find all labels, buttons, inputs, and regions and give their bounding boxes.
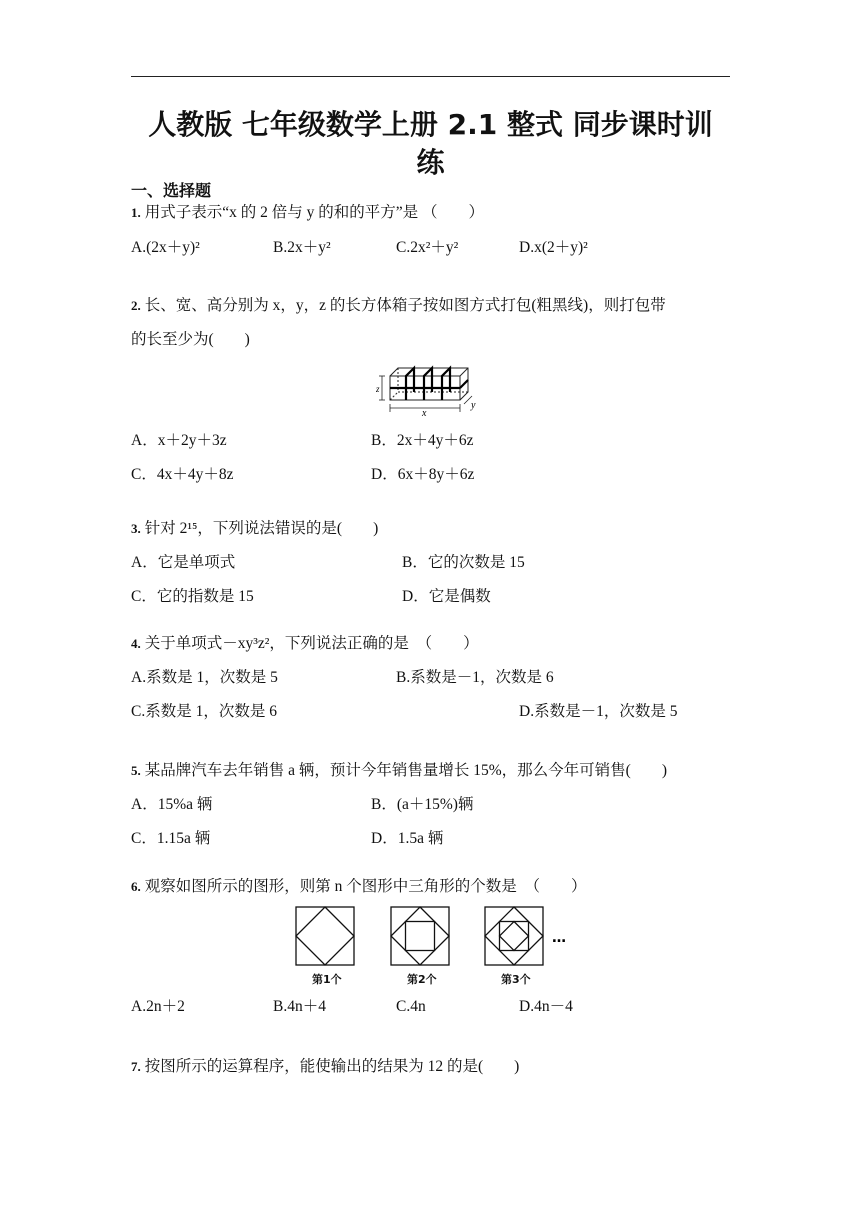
- question-text: 用式子表示“x 的 2 倍与 y 的和的平方”是 （ ）: [144, 204, 485, 221]
- q6-option-d: D.4n－4: [519, 998, 573, 1015]
- figure-label-z: z: [376, 384, 380, 394]
- q3-option-d: D．它是偶数: [402, 588, 491, 605]
- ellipsis: …: [552, 930, 566, 946]
- q6-option-a: A.2n＋2: [131, 998, 185, 1015]
- question-number: 3.: [131, 521, 141, 536]
- figure-label-2: 第2个: [407, 973, 437, 986]
- q6-option-b: B.4n＋4: [273, 998, 326, 1015]
- question-1: [131, 202, 484, 224]
- question-number: 5.: [131, 763, 141, 778]
- q4-option-b: B.系数是－1，次数是 6: [396, 669, 554, 686]
- q5-option-b: B．(a＋15%)辆: [371, 796, 474, 813]
- box-packing-figure: [376, 362, 482, 418]
- question-text: 针对 2¹⁵，下列说法错误的是( ): [144, 520, 379, 537]
- question-number: 1.: [131, 205, 141, 220]
- q5-option-a: A．15%a 辆: [131, 796, 213, 813]
- q2-option-b: B．2x＋4y＋6z: [371, 432, 474, 449]
- question-7: [131, 1056, 519, 1078]
- top-rule: [131, 76, 730, 77]
- question-text: 某品牌汽车去年销售 a 辆，预计今年销售量增长 15%，那么今年可销售( ): [144, 762, 667, 779]
- q3-option-b: B．它的次数是 15: [402, 554, 525, 571]
- triangle-pattern-figure: [290, 903, 580, 989]
- q4-option-d: D.系数是－1，次数是 5: [519, 703, 678, 720]
- q5-option-d: D．1.5a 辆: [371, 830, 444, 847]
- q2-option-c: C．4x＋4y＋8z: [131, 466, 234, 483]
- q3-option-c: C．它的指数是 15: [131, 588, 254, 605]
- q2-option-a: A．x＋2y＋3z: [131, 432, 227, 449]
- q2-option-d: D．6x＋8y＋6z: [371, 466, 475, 483]
- title-line-2: 练: [416, 146, 445, 179]
- question-text: 按图所示的运算程序，能使输出的结果为 12 的是( ): [144, 1058, 520, 1075]
- figure-label-3: 第3个: [501, 973, 531, 986]
- question-2-line-2: 的长至少为( ): [131, 331, 250, 348]
- question-text: 观察如图所示的图形，则第 n 个图形中三角形的个数是 （ ）: [144, 878, 587, 895]
- figure-label-1: 第1个: [312, 973, 342, 986]
- figure-label-x: x: [422, 408, 427, 418]
- q6-option-c: C.4n: [396, 998, 426, 1015]
- question-text: 关于单项式－xy³z²，下列说法正确的是 （ ）: [144, 635, 479, 652]
- question-number: 2.: [131, 298, 141, 313]
- question-6: [131, 876, 587, 898]
- section-heading: 一、选择题: [131, 181, 212, 200]
- q1-option-b: B.2x＋y²: [273, 239, 331, 256]
- question-text: 长、宽、高分别为 x，y，z 的长方体箱子按如图方式打包(粗黑线)，则打包带: [144, 297, 666, 314]
- q5-option-c: C．1.15a 辆: [131, 830, 211, 847]
- q1-option-c: C.2x²＋y²: [396, 239, 459, 256]
- figure-label-y: y: [471, 400, 476, 411]
- question-4: [131, 633, 479, 655]
- question-2: [131, 295, 666, 317]
- question-number: 7.: [131, 1059, 141, 1074]
- q1-option-a: A.(2x＋y)²: [131, 239, 200, 256]
- q4-option-c: C.系数是 1，次数是 6: [131, 703, 277, 720]
- question-number: 4.: [131, 636, 141, 651]
- q3-option-a: A．它是单项式: [131, 554, 236, 571]
- question-5: [131, 760, 667, 782]
- q4-option-a: A.系数是 1，次数是 5: [131, 669, 278, 686]
- title-line-1: 人教版 七年级数学上册 2.1 整式 同步课时训: [148, 108, 713, 141]
- question-3: [131, 518, 378, 540]
- q1-option-d: D.x(2＋y)²: [519, 239, 588, 256]
- page-title: [131, 106, 730, 182]
- question-number: 6.: [131, 879, 141, 894]
